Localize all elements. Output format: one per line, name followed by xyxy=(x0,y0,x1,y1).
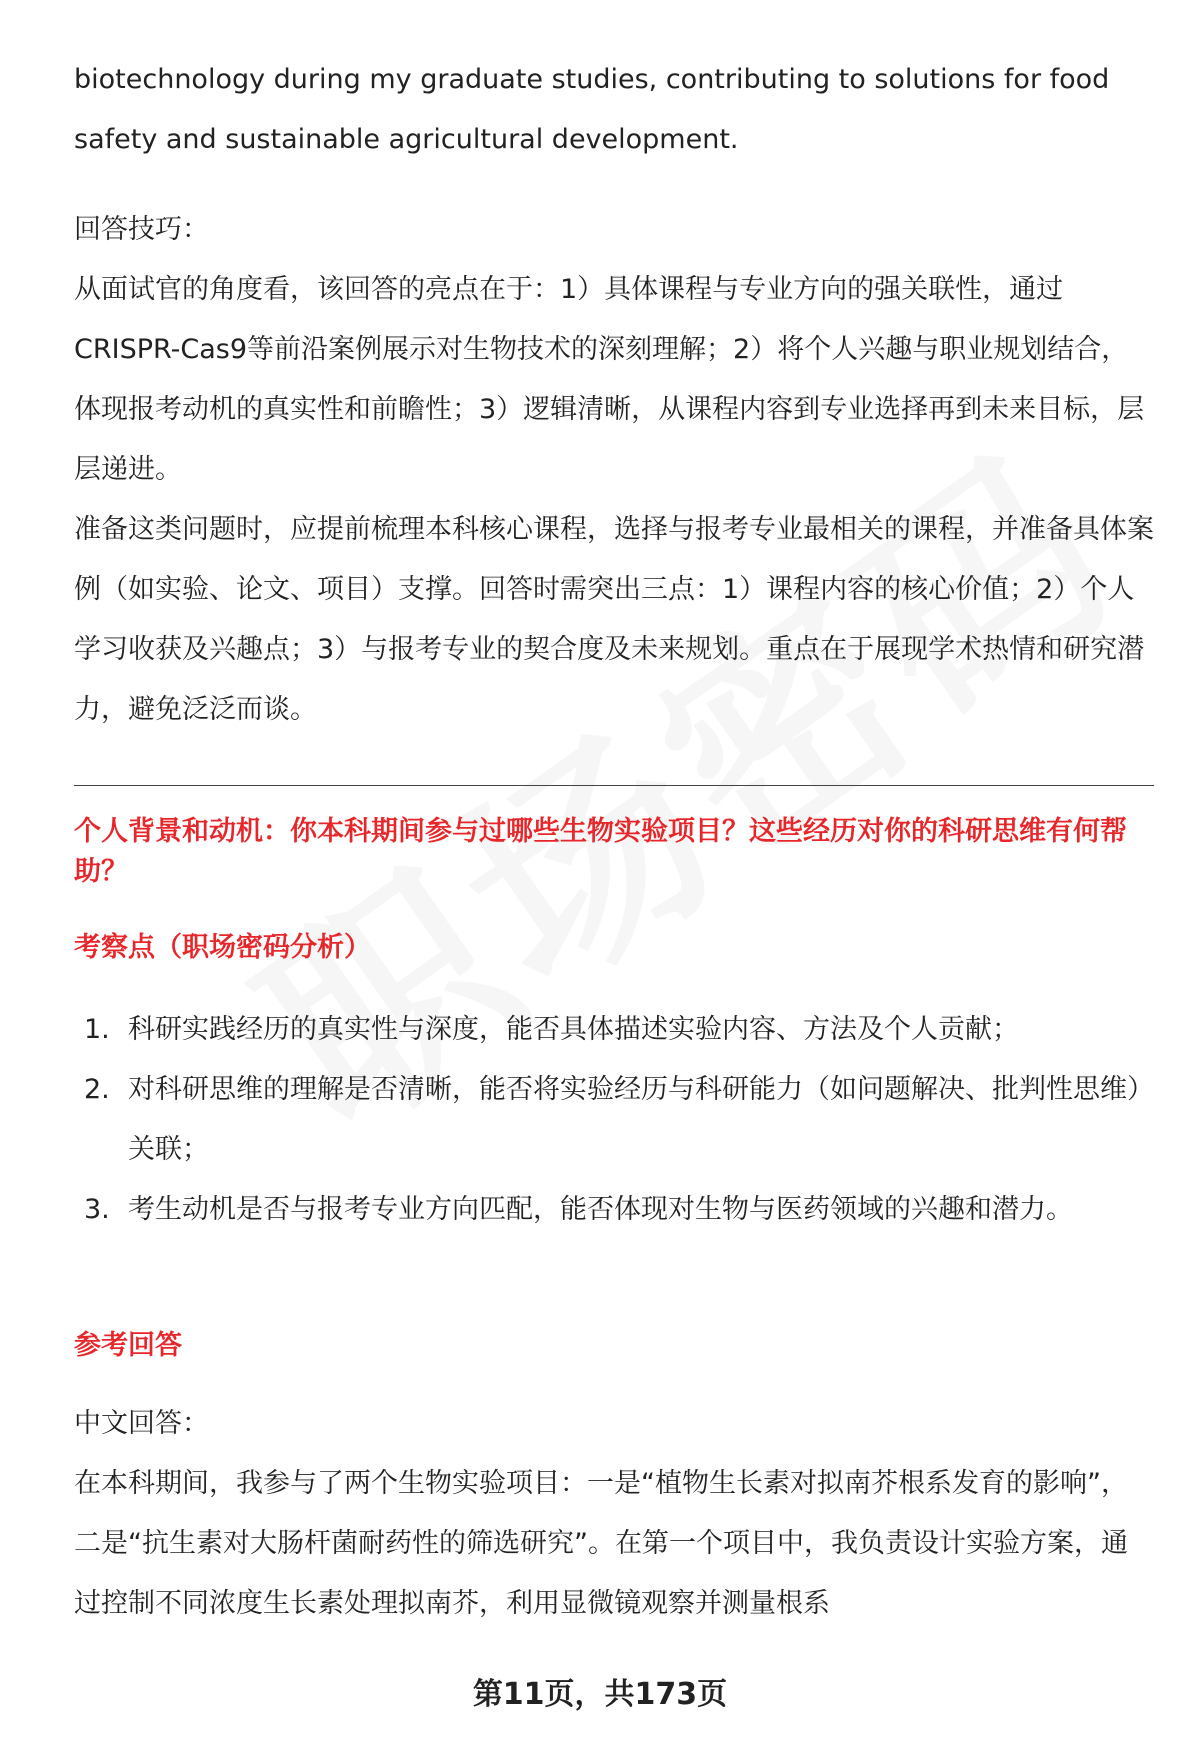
list-item-number: 1. xyxy=(84,1014,110,1045)
tips-paragraph-2: 准备这类问题时，应提前梳理本科核心课程，选择与报考专业最相关的课程，并准备具体案例（如实验、论文、项目）支撑。回答时需突出三点：1）课程内容的核心价值；2）个人学习收获及兴趣点；3）与报考专业的契合度及未来规划。重点在于展现学术热情和研究潜力，避免泛泛而谈。 xyxy=(74,514,1154,725)
list-item xyxy=(74,1180,1154,1240)
reference-paragraph: 在本科期间，我参与了两个生物实验项目：一是“植物生长素对拟南芥根系发育的影响”，二是“抗生素对大肠杆菌耐药性的筛选研究”。在第一个项目中，我负责设计实验方案，通过控制不同浓度生长素处理拟南芥，利用显微镜观察并测量根系 xyxy=(74,1468,1128,1619)
list-item-text: 考生动机是否与报考专业方向匹配，能否体现对生物与医药领域的兴趣和潜力。 xyxy=(128,1194,1073,1225)
list-item xyxy=(74,1000,1154,1060)
list-item-number: 3. xyxy=(84,1194,110,1225)
reference-heading: 参考回答 xyxy=(74,1330,182,1361)
list-item-number: 2. xyxy=(84,1074,110,1105)
tips-label: 回答技巧： xyxy=(74,214,209,245)
question-heading: 个人背景和动机：你本科期间参与过哪些生物实验项目？这些经历对你的科研思维有何帮助？ xyxy=(74,816,1127,887)
list-item-text: 对科研思维的理解是否清晰，能否将实验经历与科研能力（如问题解决、批判性思维）关联； xyxy=(128,1074,1154,1165)
assessment-heading: 考察点（职场密码分析） xyxy=(74,932,371,963)
document-page xyxy=(74,0,1154,1755)
intro-paragraph: biotechnology during my graduate studies, contributing to solutions for food safety and sustainable agricultural development. xyxy=(74,64,1110,155)
section-divider xyxy=(74,785,1154,786)
page-number-footer: 第11页，共173页 xyxy=(472,1677,728,1712)
reference-label: 中文回答： xyxy=(74,1408,209,1439)
tips-paragraph-1: 从面试官的角度看，该回答的亮点在于：1）具体课程与专业方向的强关联性，通过CRISPR-Cas9等前沿案例展示对生物技术的深刻理解；2）将个人兴趣与职业规划结合，体现报考动机的真实性和前瞻性；3）逻辑清晰，从课程内容到专业选择再到未来目标，层层递进。 xyxy=(74,274,1145,485)
list-item-text: 科研实践经历的真实性与深度，能否具体描述实验内容、方法及个人贡献； xyxy=(128,1014,1019,1045)
assessment-points-list xyxy=(74,1000,1154,1240)
list-item xyxy=(74,1060,1154,1180)
